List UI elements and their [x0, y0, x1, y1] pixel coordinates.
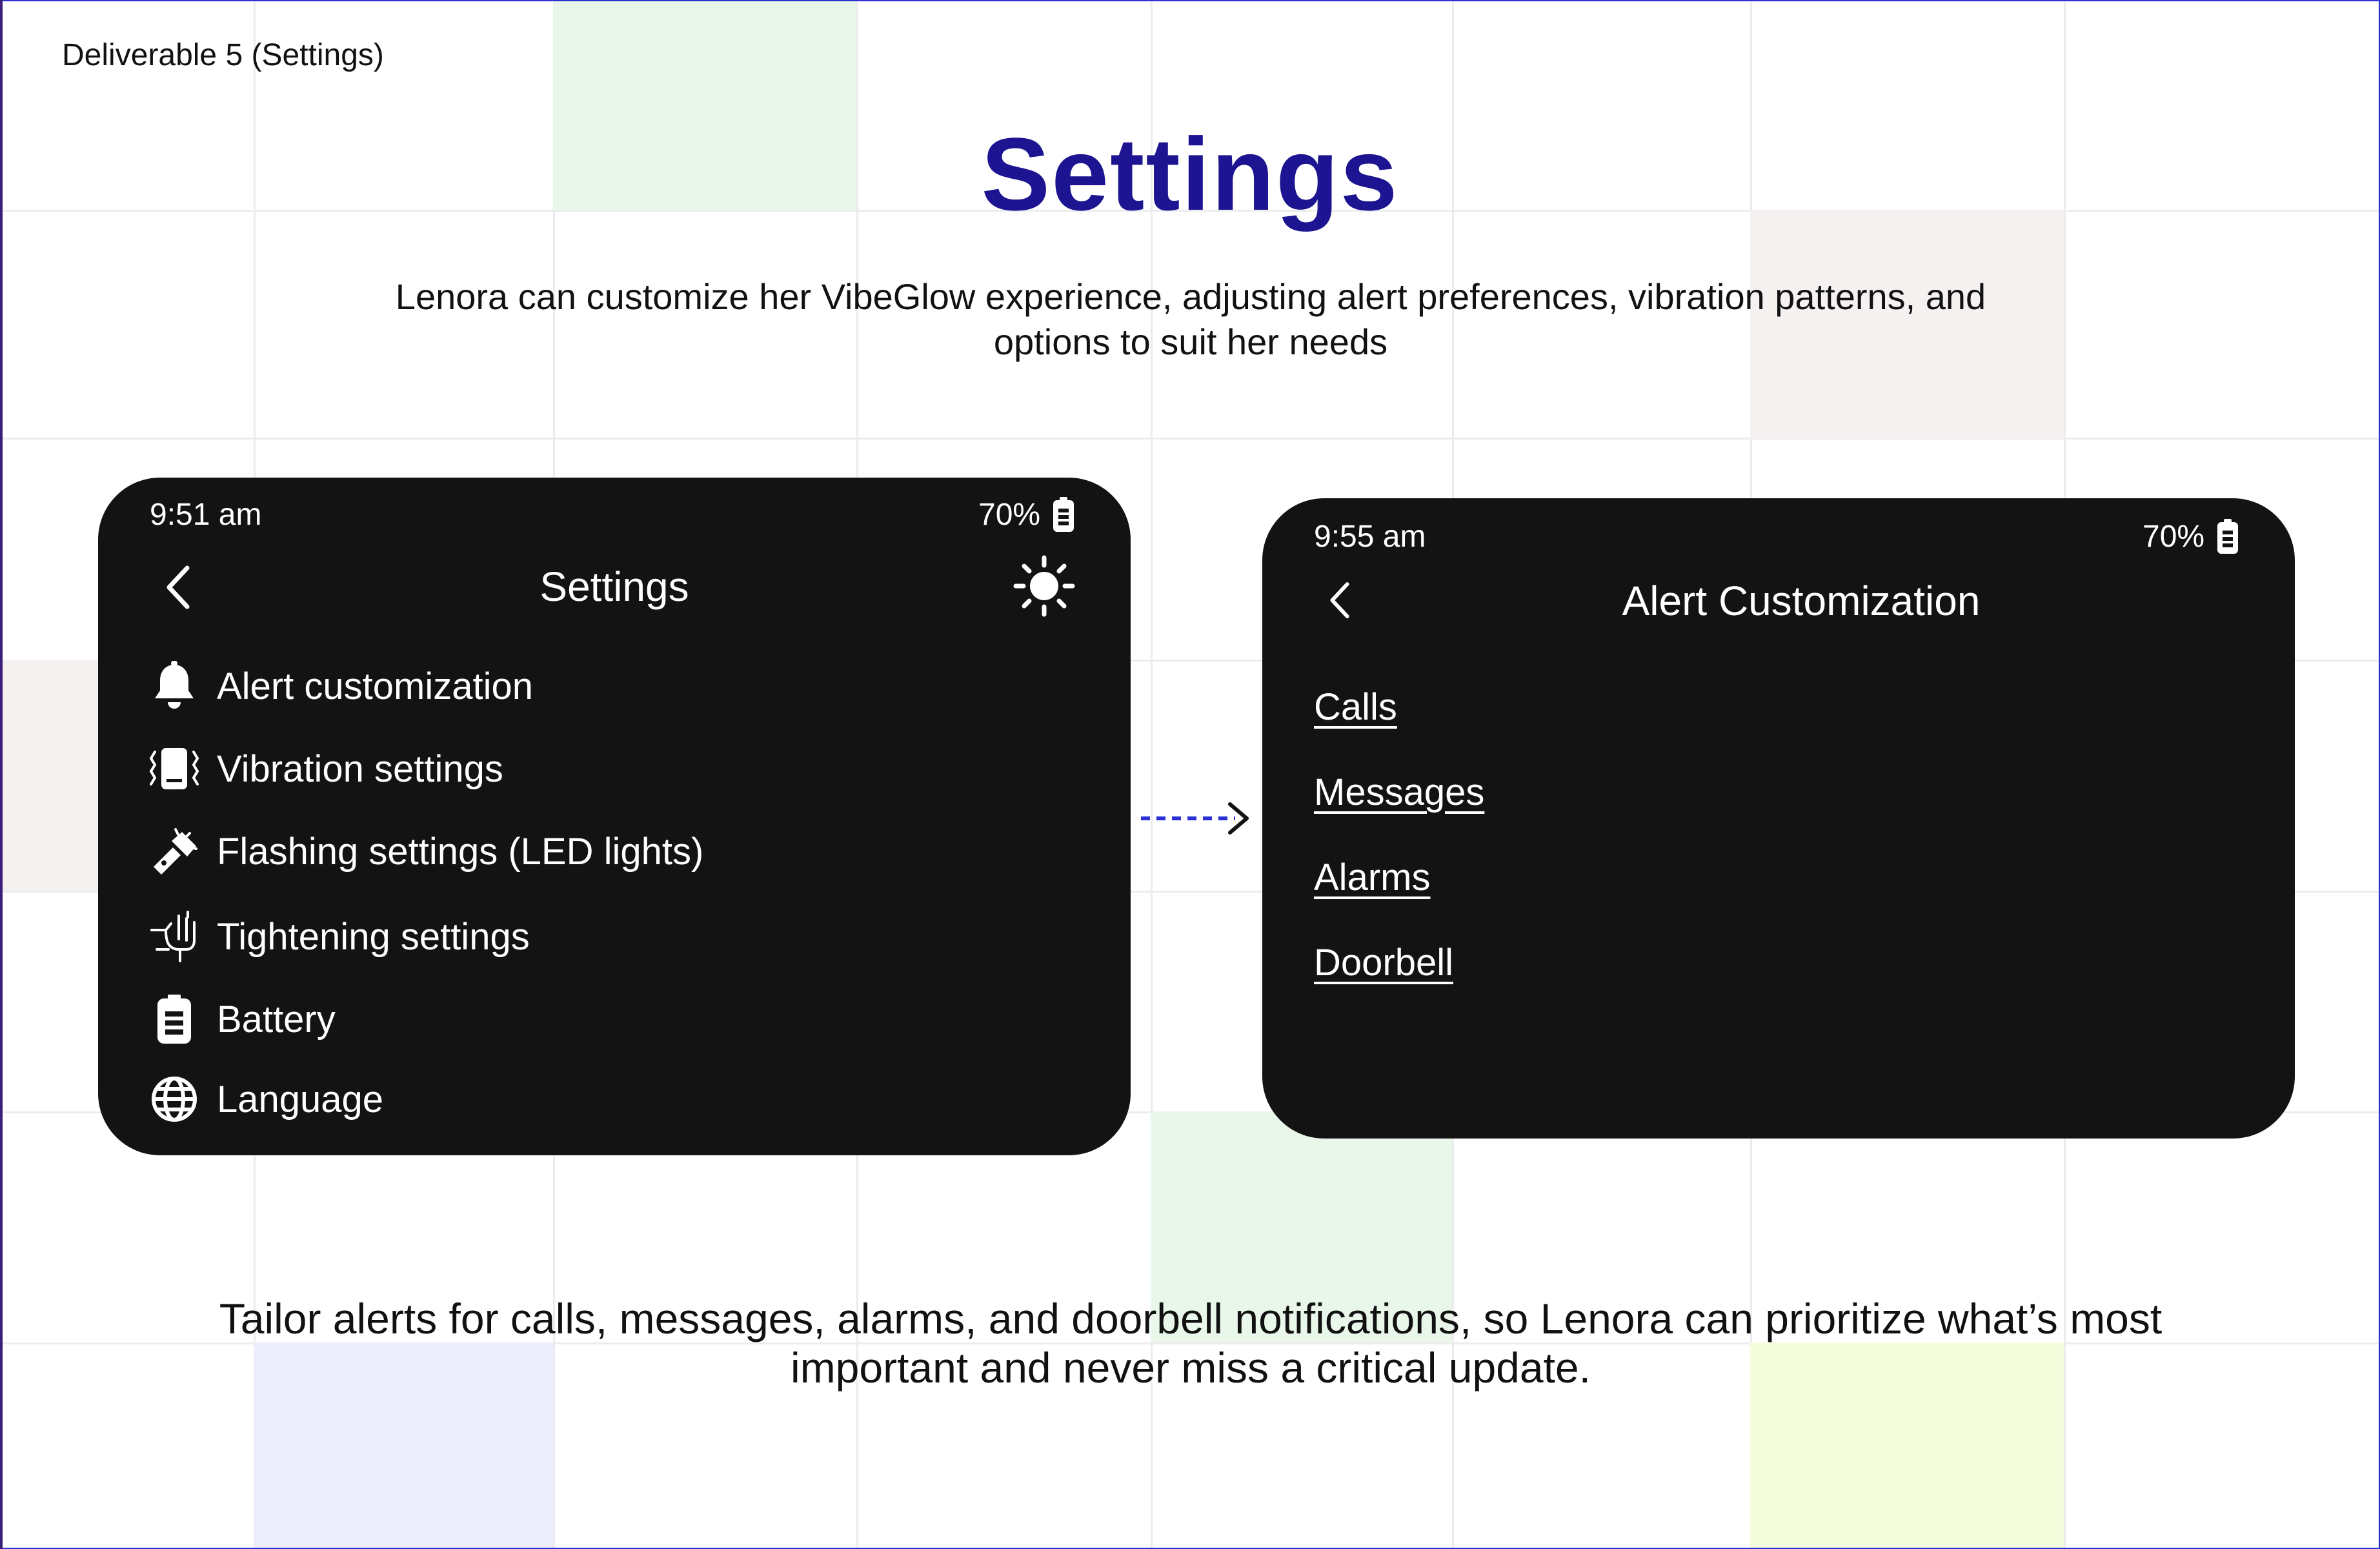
page-caption: Tailor alerts for calls, messages, alarms, and doorbell notifications, so Lenora can prioritize what’s most important and never miss a critical update.	[219, 1295, 2163, 1392]
alert-item-calls[interactable]: Calls	[1314, 686, 1397, 728]
settings-item-flashing[interactable]	[147, 816, 703, 887]
hand-icon	[147, 909, 201, 964]
settings-item-label: Alert customization	[217, 665, 533, 707]
settings-item-label: Battery	[217, 998, 336, 1040]
settings-item-alert-customization[interactable]	[147, 651, 533, 722]
battery-status-icon	[1053, 497, 1074, 532]
settings-screen	[98, 478, 1131, 1155]
alert-item-alarms[interactable]: Alarms	[1314, 856, 1431, 898]
alert-item-doorbell[interactable]: Doorbell	[1314, 942, 1453, 984]
status-time: 9:51 am	[150, 498, 262, 532]
battery-percentage: 70%	[978, 498, 1041, 532]
battery-icon	[147, 992, 201, 1046]
deliverable-label: Deliverable 5 (Settings)	[62, 38, 384, 72]
settings-item-label: Flashing settings (LED lights)	[217, 830, 704, 873]
settings-item-vibration[interactable]	[147, 733, 503, 804]
status-time: 9:55 am	[1314, 520, 1426, 554]
battery-percentage: 70%	[2143, 520, 2205, 554]
vibrate-icon	[147, 742, 201, 796]
flashlight-icon	[147, 824, 201, 878]
alert-item-messages[interactable]: Messages	[1314, 771, 1485, 813]
settings-item-language[interactable]	[147, 1064, 383, 1135]
page-title: Settings	[981, 116, 1399, 232]
settings-item-battery[interactable]	[147, 984, 336, 1055]
alert-customization-screen	[1262, 498, 2295, 1139]
battery-status-icon	[2217, 519, 2238, 554]
sun-icon[interactable]	[1013, 555, 1075, 617]
page-subtitle: Lenora can customize her VibeGlow experience, adjusting alert preferences, vibration patterns, and options to suit her needs	[395, 276, 1986, 362]
globe-icon	[147, 1072, 201, 1126]
flow-arrow-icon	[1138, 798, 1252, 839]
bell-icon	[147, 659, 201, 713]
settings-item-label: Language	[217, 1078, 384, 1120]
settings-item-label: Vibration settings	[217, 747, 503, 790]
screen-title: Alert Customization	[1622, 578, 1981, 624]
screen-title: Settings	[540, 563, 689, 610]
settings-item-label: Tightening settings	[217, 915, 530, 958]
settings-item-tightening[interactable]	[147, 901, 530, 972]
